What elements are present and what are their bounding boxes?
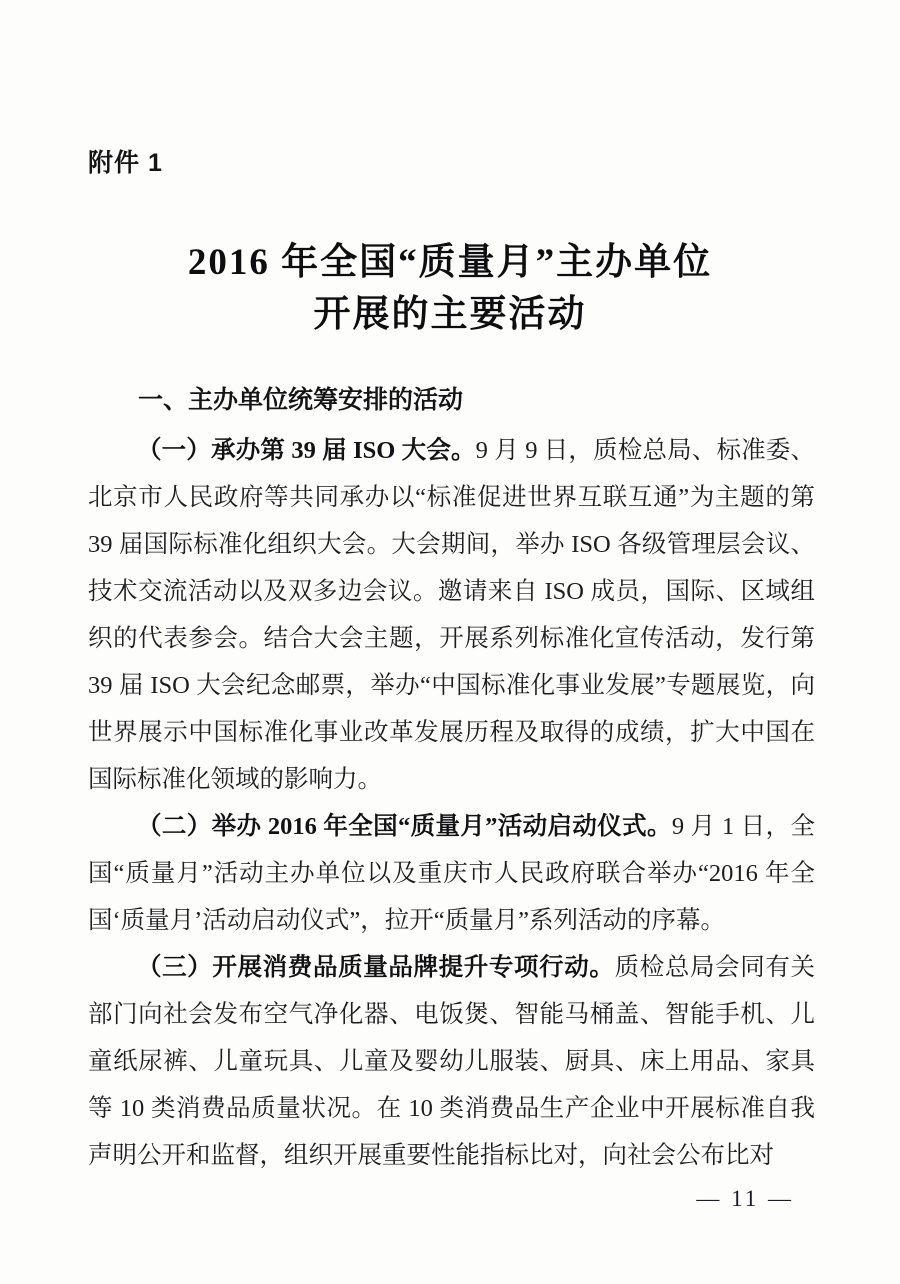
paragraph-2-text: 9 月 1 日，全国“质量月”活动主办单位以及重庆市人民政府联合举办“2016 年全国‘质量月’活动启动仪式”，拉开“质量月”系列活动的序幕。 (88, 813, 816, 934)
paragraph-1-lead: （一）承办第 39 届 ISO 大会。 (137, 437, 476, 464)
document-body (88, 377, 815, 1179)
document-title-line-1: 2016 年全国“质量月”主办单位 (187, 242, 713, 283)
paragraph-3-lead: （三）开展消费品质量品牌提升专项行动。 (137, 954, 615, 981)
paragraph-3-text: 质检总局会同有关部门向社会发布空气净化器、电饭煲、智能马桶盖、智能手机、儿童纸尿裤、儿童玩具、儿童及婴幼儿服装、厨具、床上用品、家具等 10 类消费品质量状况。在 10 类消费品生产企业中开展标准自我声明公开和监督，组织开展重要性能指标比对，向社会公布比对 (88, 954, 816, 1169)
paragraph-3 (88, 944, 815, 1179)
document-title (0, 237, 900, 341)
attachment-label: 附件 1 (88, 149, 163, 177)
paragraph-1 (88, 427, 815, 803)
paragraph-1-text: 9 月 9 日，质检总局、标准委、北京市人民政府等共同承办以“标准促进世界互联互通”为主题的第 39 届国际标准化组织大会。大会期间，举办 ISO 各级管理层会议、技术交流活动以及双多边会议。邀请来自 ISO 成员，国际、区域组织的代表参会。结合大会主题，开展系列标准化宣传活动，发行第 39 届 ISO 大会纪念邮票，举办“中国标准化事业发展”专题展览，向世界展示中国标准化事业改革发展历程及取得的成绩，扩大中国在国际标准化领域的影响力。 (88, 437, 815, 793)
paragraph-2-lead: （二）举办 2016 年全国“质量月”活动启动仪式。 (137, 813, 672, 840)
document-title-line-2: 开展的主要活动 (313, 294, 587, 335)
paragraph-2 (88, 803, 815, 944)
page-number: — 11 — (696, 1186, 794, 1211)
section-heading: 一、主办单位统筹安排的活动 (138, 386, 464, 414)
